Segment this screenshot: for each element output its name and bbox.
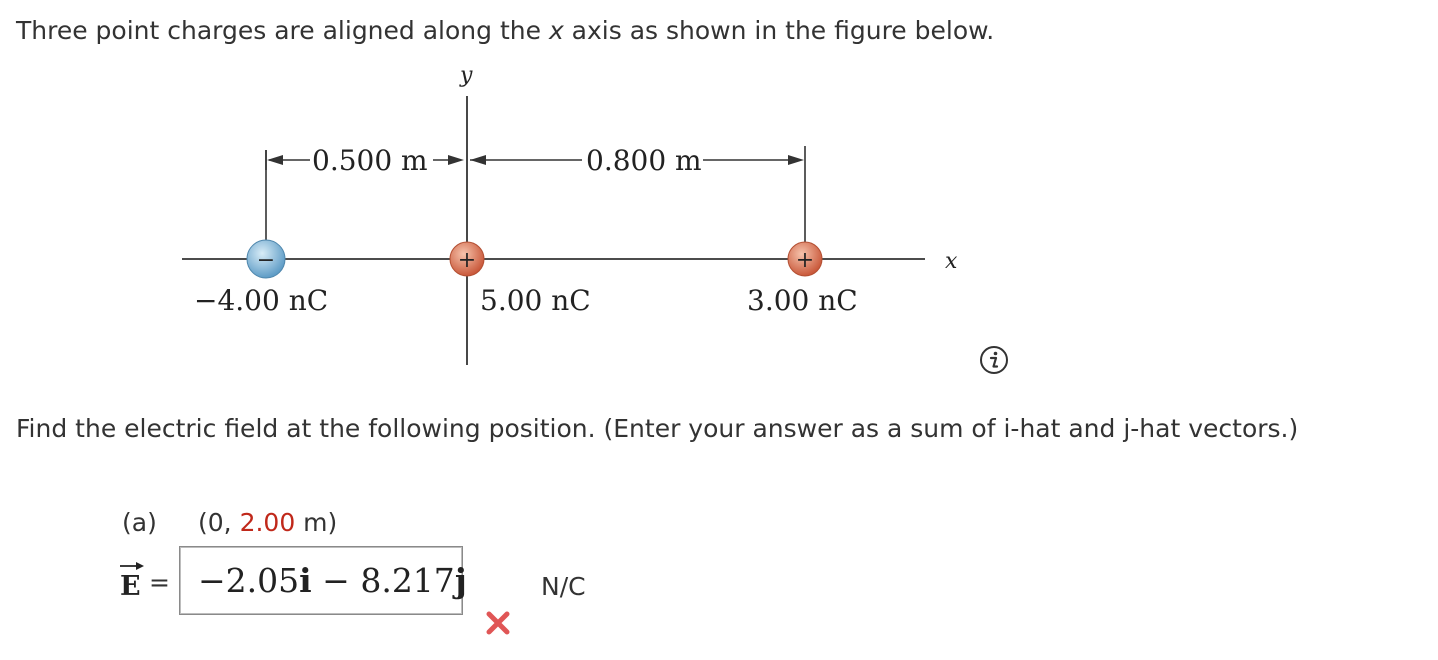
charge-left-label: −4.00 nC xyxy=(194,284,329,317)
positive-charge-middle xyxy=(450,242,484,276)
question-text: Find the electric field at the following position. (Enter your answer as a sum of i-hat and j-hat vectors.) xyxy=(16,414,1299,443)
charge-figure xyxy=(170,58,990,368)
position-open: (0, xyxy=(198,508,240,537)
wrong-x-icon xyxy=(483,608,513,638)
positive-charge-right xyxy=(788,242,822,276)
answer-operator: − xyxy=(311,561,361,600)
intro-text xyxy=(16,14,994,48)
intro-text-before: Three point charges are aligned along the xyxy=(16,16,549,45)
negative-charge xyxy=(247,240,285,278)
answer-j-unit: j xyxy=(454,561,467,600)
y-axis-label: y xyxy=(460,63,473,88)
charge-middle-label: 5.00 nC xyxy=(480,284,591,317)
distance-right-label: 0.800 m xyxy=(586,144,702,177)
charge-right-label: 3.00 nC xyxy=(747,284,858,317)
answer-i-unit: i xyxy=(299,561,312,600)
position-value: 2.00 xyxy=(239,508,296,537)
part-a-label: (a) xyxy=(122,508,157,537)
negative-charge-sign: − xyxy=(256,248,276,273)
electric-field-vector-symbol xyxy=(117,560,147,600)
intro-text-after: axis as shown in the figure below. xyxy=(563,16,995,45)
info-icon[interactable] xyxy=(978,344,1010,376)
distance-left-label: 0.500 m xyxy=(312,144,428,177)
answer-i-coefficient: −2.05 xyxy=(198,561,300,600)
right-charge-sign: + xyxy=(795,248,815,273)
position-unit: m) xyxy=(295,508,338,537)
intro-variable-x: x xyxy=(548,16,564,45)
charge-diagram xyxy=(170,58,990,368)
part-a-position xyxy=(198,506,337,540)
answer-j-coefficient: 8.217 xyxy=(360,561,455,600)
x-axis-label: x xyxy=(945,249,958,274)
equals-sign: = xyxy=(149,568,170,597)
middle-charge-sign: + xyxy=(457,248,477,273)
answer-input[interactable] xyxy=(179,546,467,615)
units-label: N/C xyxy=(541,572,586,601)
vector-symbol-letter: E xyxy=(120,571,141,600)
